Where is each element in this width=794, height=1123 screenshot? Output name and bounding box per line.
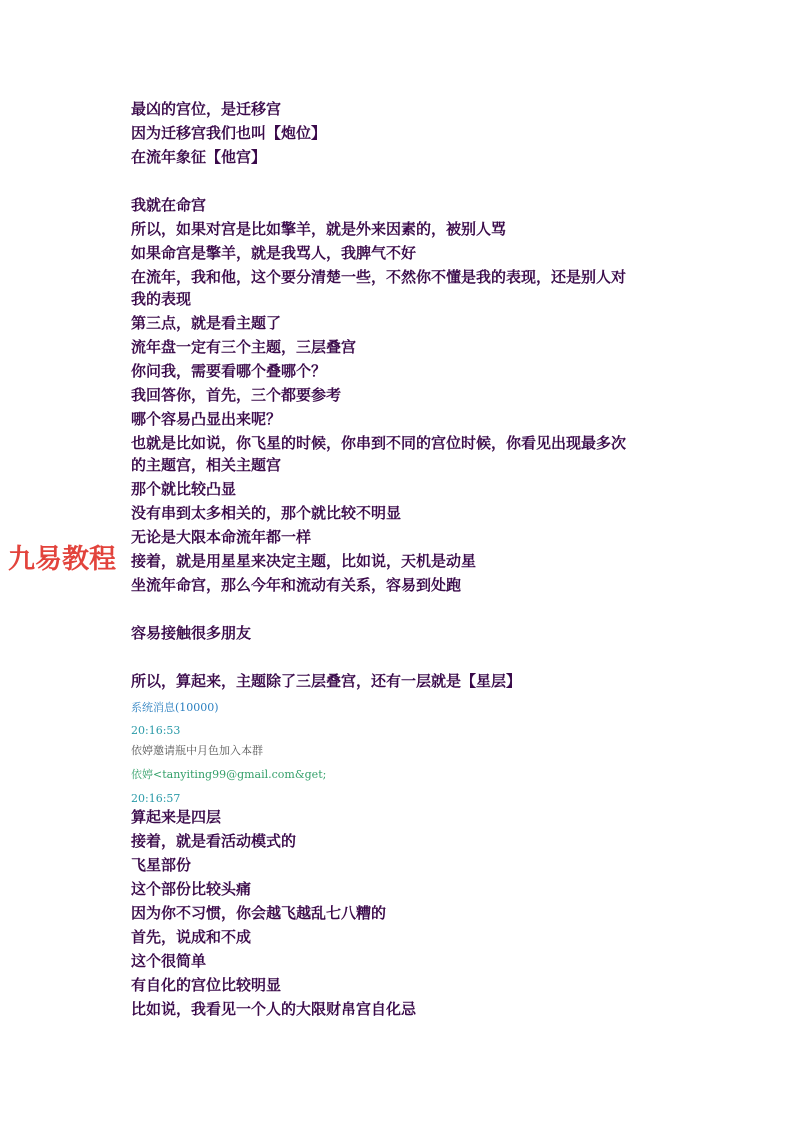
text-line: 接着，就是用星星来决定主题，比如说，天机是动星 — [131, 552, 477, 570]
text-line: 我就在命宫 — [131, 196, 207, 214]
text-line: 在流年象征【他宫】 — [131, 148, 267, 166]
text-line: 这个部份比较头痛 — [131, 880, 252, 898]
chat-timestamp: 20:16:53 — [131, 724, 181, 737]
chat-invite-text: 依婷邀请瓶中月色加入本群 — [131, 744, 263, 757]
text-line: 的主题宫，相关主题宫 — [131, 456, 282, 474]
chat-timestamp: 20:16:57 — [131, 792, 181, 805]
text-line: 容易接触很多朋友 — [131, 624, 252, 642]
chat-user-sender: 依婷<tanyiting99@gmail.com&get; — [131, 768, 327, 781]
text-line: 坐流年命宫，那么今年和流动有关系，容易到处跑 — [131, 576, 462, 594]
text-line: 首先，说成和不成 — [131, 928, 252, 946]
text-line: 比如说，我看见一个人的大限财帛宫自化忌 — [131, 1000, 417, 1018]
text-line: 我回答你，首先，三个都要参考 — [131, 386, 342, 404]
watermark-logo: 九易教程 — [8, 544, 116, 575]
text-line: 没有串到太多相关的，那个就比较不明显 — [131, 504, 402, 522]
text-line: 接着，就是看活动模式的 — [131, 832, 297, 850]
text-line: 哪个容易凸显出来呢？ — [131, 410, 282, 428]
text-line: 流年盘一定有三个主题，三层叠宫 — [131, 338, 357, 356]
text-line: 这个很简单 — [131, 952, 207, 970]
text-line: 如果命宫是擎羊，就是我骂人，我脾气不好 — [131, 244, 417, 262]
text-line: 你问我，需要看哪个叠哪个？ — [131, 362, 327, 380]
text-line: 也就是比如说，你飞星的时候，你串到不同的宫位时候，你看见出现最多次 — [131, 434, 627, 452]
chat-system-sender: 系统消息(10000) — [131, 701, 219, 714]
text-line: 第三点，就是看主题了 — [131, 314, 282, 332]
text-line: 我的表现 — [131, 290, 192, 308]
text-line: 因为迁移宫我们也叫【炮位】 — [131, 124, 327, 142]
text-line: 在流年，我和他，这个要分清楚一些，不然你不懂是我的表现，还是别人对 — [131, 268, 627, 286]
text-line: 那个就比较凸显 — [131, 480, 237, 498]
text-line: 最凶的宫位，是迁移宫 — [131, 100, 282, 118]
text-line: 所以，算起来，主题除了三层叠宫，还有一层就是【星层】 — [131, 672, 522, 690]
text-line: 无论是大限本命流年都一样 — [131, 528, 312, 546]
text-line: 算起来是四层 — [131, 808, 222, 826]
text-line: 因为你不习惯，你会越飞越乱七八糟的 — [131, 904, 387, 922]
text-line: 有自化的宫位比较明显 — [131, 976, 282, 994]
text-line: 所以，如果对宫是比如擎羊，就是外来因素的，被别人骂 — [131, 220, 507, 238]
text-line: 飞星部份 — [131, 856, 192, 874]
